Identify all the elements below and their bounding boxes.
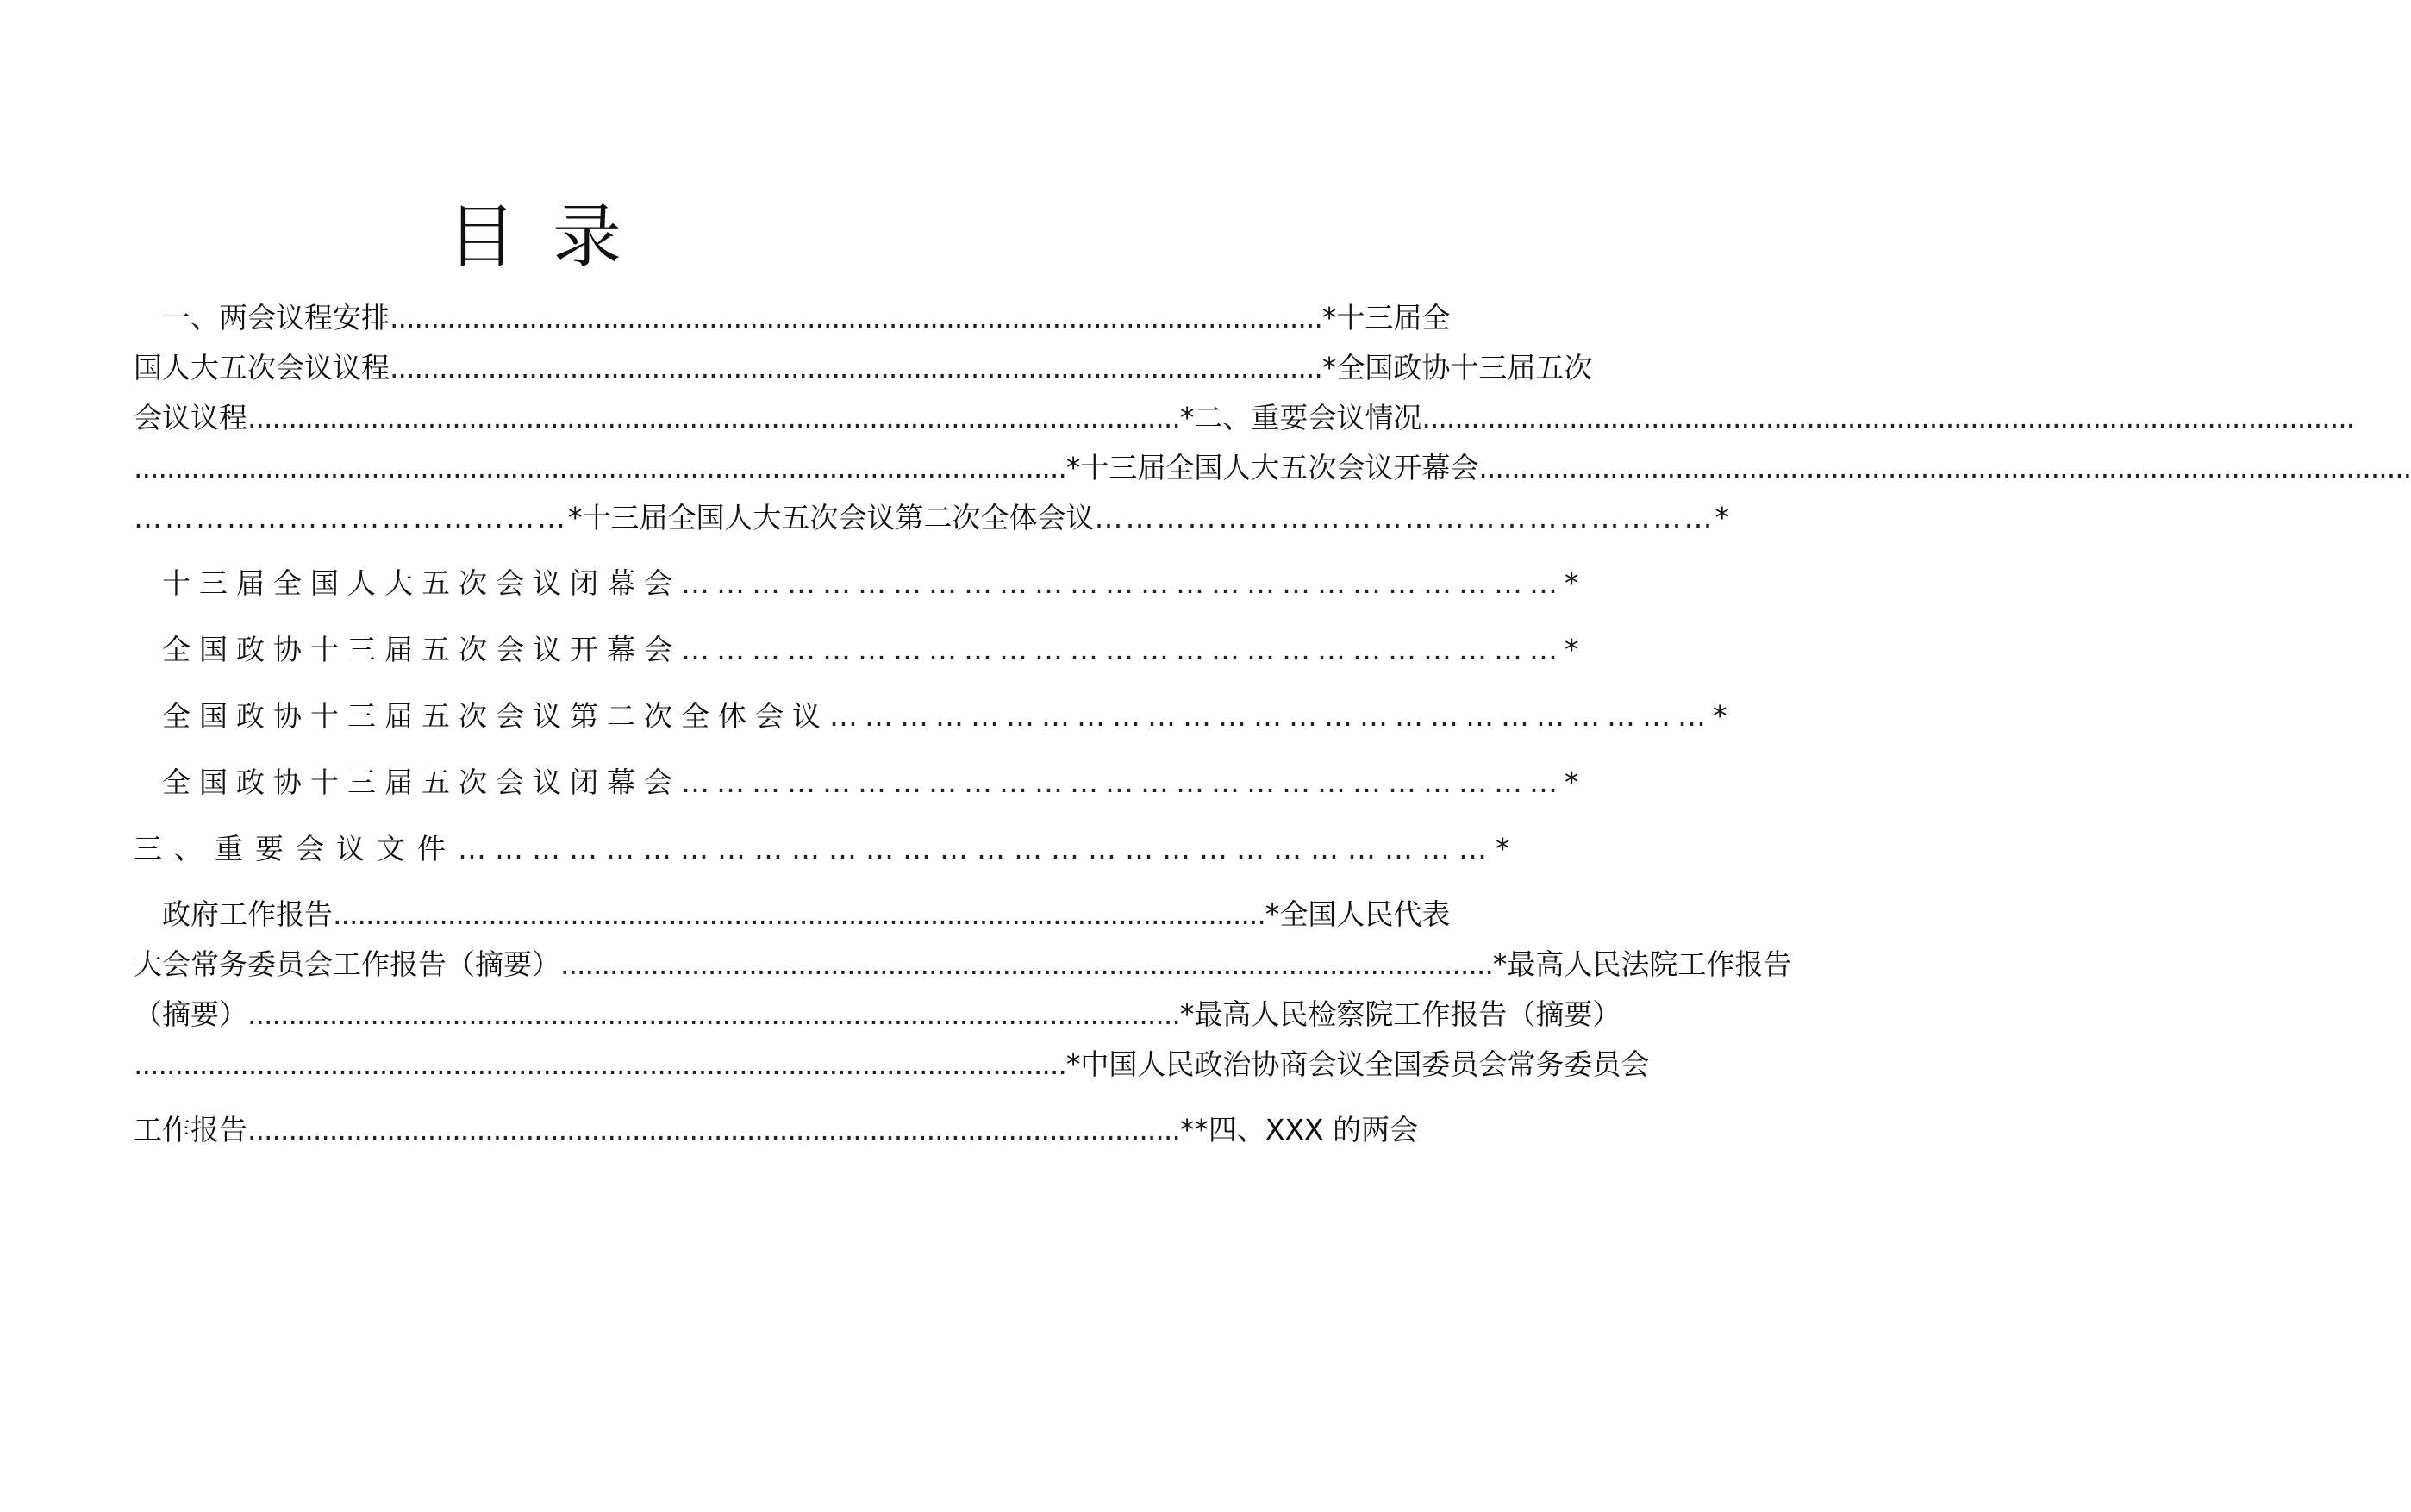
toc-line: [134, 994, 1621, 1035]
toc-line: [162, 297, 1451, 339]
toc-entry-text: *十三届全国人大五次会议第二次全体会议: [568, 501, 1095, 534]
toc-leader-dots: ..................................................................................................................: [247, 1113, 1180, 1146]
toc-line: [134, 497, 1729, 539]
toc-entry-text: 政府工作报告: [162, 897, 333, 931]
toc-leader-dots: …………………………………………………………………: [681, 765, 1565, 799]
toc-entry-text: 全国政协十三届五次会议闭幕会: [162, 765, 681, 799]
toc-entry-text: 全国政协十三届五次会议第二次全体会议: [162, 699, 829, 733]
toc-line: [162, 629, 1588, 671]
toc-leader-dots: ..................................................................................................................: [560, 947, 1493, 981]
toc-entry-text: *全国人民代表: [1265, 897, 1451, 931]
toc-leader-dots: ..................................................................................................................: [134, 451, 1066, 484]
toc-entry-text: 工作报告: [134, 1113, 247, 1146]
toc-leader-dots: ..................................................................................................................: [1421, 401, 2355, 434]
toc-leader-dots: …………………………………………………………………………: [458, 832, 1496, 865]
toc-entry-text: **四、XXX 的两会: [1179, 1113, 1419, 1146]
toc-entry-text: *: [1496, 832, 1522, 865]
toc-leader-dots: …………………………………………………………………: [681, 566, 1565, 600]
toc-entry-text: *: [1715, 501, 1729, 534]
toc-section-heading: 三、重要会议文件: [134, 832, 458, 865]
toc-line: [134, 347, 1593, 389]
toc-leader-dots: ..................................................................................................................: [390, 301, 1322, 334]
toc-entry-text: *: [1565, 566, 1588, 600]
toc-leader-dots: ..................................................................................................................: [247, 401, 1180, 434]
toc-line: [162, 563, 1588, 604]
toc-entry-text: 一、两会议程安排: [162, 301, 390, 334]
page-title: 目录: [447, 197, 658, 277]
toc-line: [162, 762, 1588, 803]
toc-entry-text: 会议议程: [134, 401, 247, 434]
toc-line: [134, 397, 2355, 439]
toc-line: [134, 1044, 1650, 1085]
toc-entry-text: 十三届全国人大五次会议闭幕会: [162, 566, 681, 600]
toc-entry-text: *最高人民检察院工作报告（摘要）: [1179, 997, 1621, 1031]
toc-entry-text: *十三届全国人大五次会议开幕会: [1065, 451, 1479, 484]
toc-entry-text: *全国政协十三届五次: [1321, 351, 1593, 384]
toc-leader-dots: ……………………………………………………: [1094, 501, 1715, 534]
toc-leader-dots: …………………………………………………………………: [829, 699, 1713, 733]
toc-entry-text: *十三届全: [1321, 301, 1451, 334]
toc-leader-dots: ..................................................................................................................: [1478, 451, 2411, 484]
toc-entry-text: 大会常务委员会工作报告（摘要）: [134, 947, 560, 981]
toc-entry-text: 全国政协十三届五次会议开幕会: [162, 633, 681, 666]
toc-entry-text: （摘要）: [134, 997, 247, 1031]
toc-entry-text: *最高人民法院工作报告: [1492, 947, 1792, 981]
toc-leader-dots: ..................................................................................................................: [247, 997, 1180, 1031]
toc-line: [134, 1109, 1419, 1151]
toc-entry-text: *: [1713, 699, 1736, 733]
toc-leader-dots: …………………………………………………………………: [681, 633, 1565, 666]
toc-entry-text: 国人大五次会议议程: [134, 351, 390, 384]
toc-line: [134, 944, 1792, 985]
toc-leader-dots: ..................................................................................................................: [333, 897, 1265, 931]
toc-leader-dots: ..................................................................................................................: [390, 351, 1322, 384]
toc-leader-dots: ……………………………………: [134, 501, 568, 534]
toc-entry-text: *: [1565, 633, 1588, 666]
toc-entry-text: *: [1565, 765, 1588, 799]
toc-line: [162, 894, 1451, 935]
toc-entry-text: *中国人民政治协商会议全国委员会常务委员会: [1065, 1047, 1650, 1081]
toc-line: [162, 696, 1736, 737]
toc-line: [134, 447, 2411, 489]
toc-entry-text: *二、重要会议情况: [1179, 401, 1422, 434]
toc-leader-dots: ..................................................................................................................: [134, 1047, 1066, 1081]
toc-line: [134, 828, 1522, 870]
